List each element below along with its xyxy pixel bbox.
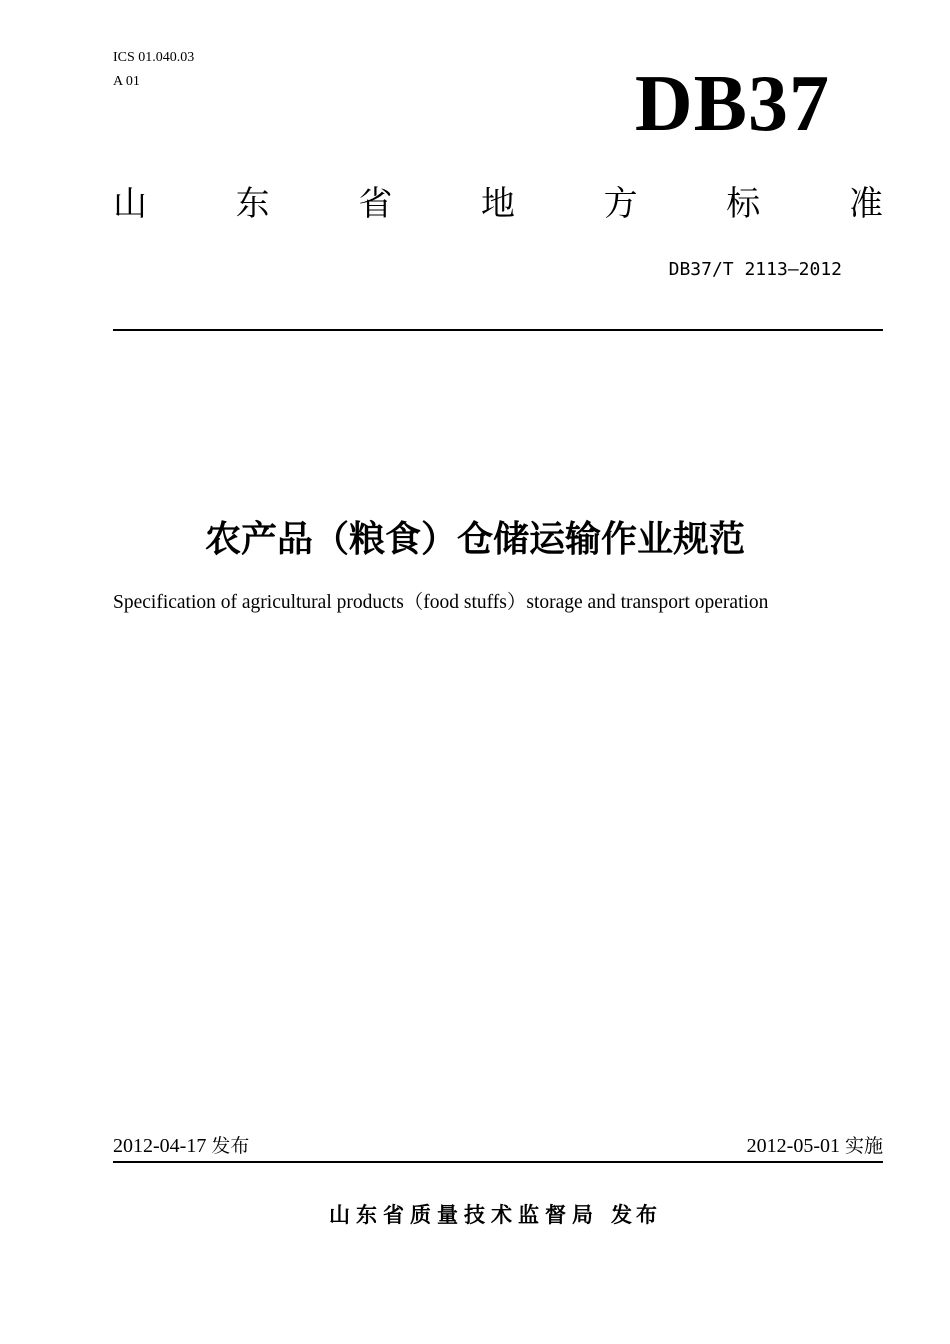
standard-type-char: 准 — [848, 183, 883, 224]
standard-type-char: 标 — [726, 183, 761, 224]
document-title-chinese: 农产品（粮食）仓储运输作业规范 — [204, 519, 745, 560]
implement-date-line — [747, 1134, 883, 1158]
issue-date-line — [113, 1134, 249, 1158]
classification-code: A 01 — [113, 74, 140, 89]
implement-date: 2012-05-01 — [746, 1135, 840, 1157]
publisher-action: 发布 — [611, 1203, 661, 1227]
issue-label: 发布 — [211, 1135, 250, 1157]
issue-date: 2012-04-17 — [113, 1135, 207, 1157]
db37-logo: DB37 — [634, 60, 830, 148]
footer-divider — [113, 1161, 883, 1163]
implement-label: 实施 — [844, 1135, 883, 1157]
standard-type-char: 方 — [603, 183, 638, 224]
standard-type-heading — [113, 176, 883, 224]
standard-type-char: 东 — [235, 183, 270, 224]
publisher-line — [0, 1200, 950, 1230]
standard-type-char: 山 — [113, 183, 147, 224]
standard-type-char: 省 — [358, 183, 393, 224]
ics-code: ICS 01.040.03 — [113, 50, 195, 65]
publisher-org: 山东省质量技术监督局 — [329, 1203, 599, 1227]
document-title-english: Specification of agricultural products（food stuffs）storage and transport operation — [113, 592, 769, 613]
header-divider — [113, 329, 883, 331]
standard-number: DB37/T 2113—2012 — [668, 259, 842, 280]
standard-type-char: 地 — [480, 183, 515, 224]
